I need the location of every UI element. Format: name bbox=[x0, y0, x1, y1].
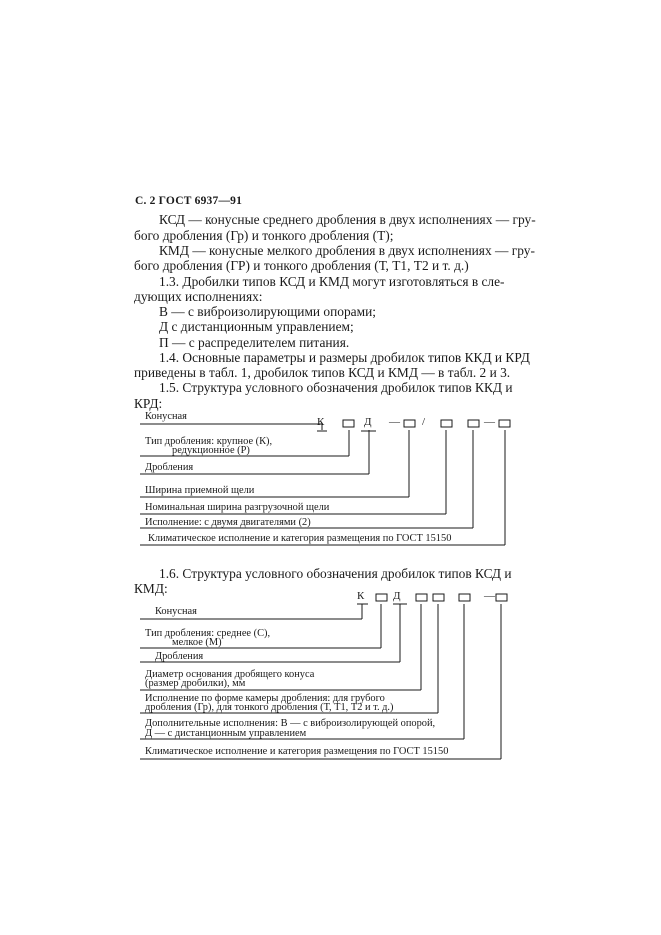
label-klimaticheskoe: Климатическое исполнение и категория размещения по ГОСТ 15150 bbox=[145, 746, 449, 757]
label-konusnaya: Конусная bbox=[155, 606, 197, 617]
paragraph-line: приведены в табл. 1, дробилок типов КСД и КМД — в табл. 2 и 3. bbox=[134, 365, 511, 380]
label-drobleniya: Дробления bbox=[145, 462, 194, 473]
symbol-k: К bbox=[357, 590, 365, 602]
d1-box-1 bbox=[343, 420, 354, 427]
d1-box-4 bbox=[468, 420, 479, 427]
label-drobleniya: Дробления bbox=[155, 651, 204, 662]
label-tip-drobleniya: Тип дробления: крупное (К), bbox=[145, 436, 273, 447]
label-tip-drobleniya-2: мелкое (М) bbox=[172, 637, 222, 648]
label-shirina-priemnoi: Ширина приемной щели bbox=[145, 485, 255, 496]
paragraph-line: дующих исполнениях: bbox=[134, 289, 263, 304]
paragraph-line: Д с дистанционным управлением; bbox=[159, 319, 354, 334]
symbol-dash: — bbox=[484, 590, 495, 602]
symbol-slash: / bbox=[422, 416, 426, 428]
label-nominalnaya-shirina: Номинальная ширина разгрузочной щели bbox=[145, 502, 330, 513]
paragraph-line: П — с распределителем питания. bbox=[159, 335, 350, 350]
paragraph-line: 1.5. Структура условного обозначения дробилок типов ККД и bbox=[159, 380, 513, 395]
label-dopolnitelnye: Дополнительные исполнения: В — с виброизолирующей опорой, bbox=[145, 718, 436, 729]
symbol-k: К bbox=[317, 416, 325, 428]
symbol-d: Д bbox=[393, 590, 401, 602]
label-diametr: Диаметр основания дробящего конуса bbox=[145, 669, 315, 680]
symbol-dash: — bbox=[484, 416, 495, 428]
section16-line: КМД: bbox=[134, 581, 168, 596]
label-ispolnenie-kamery: Исполнение по форме камеры дробления: для грубого bbox=[145, 693, 385, 704]
section16-line: 1.6. Структура условного обозначения дробилок типов КСД и bbox=[159, 566, 512, 581]
label-dopolnitelnye-2: Д — с дистанционным управлением bbox=[145, 728, 307, 739]
d1-box-3 bbox=[441, 420, 452, 427]
label-konusnaya: Конусная bbox=[145, 411, 187, 422]
label-tip-drobleniya: Тип дробления: среднее (С), bbox=[145, 628, 271, 639]
paragraph-line: 1.4. Основные параметры и размеры дробилок типов ККД и КРД bbox=[159, 350, 530, 365]
label-razmer: (размер дробилки), мм bbox=[145, 678, 246, 689]
paragraph-line: бого дробления (ГР) и тонкого дробления (Т, Т1, Т2 и т. д.) bbox=[134, 258, 469, 273]
label-ispolnenie-kamery-2: дробления (Гр), для тонкого дробления (Т, Т1, Т2 и т. д.) bbox=[145, 702, 394, 713]
label-tip-drobleniya-2: редукционное (Р) bbox=[172, 445, 250, 456]
paragraph-line: КРД: bbox=[134, 396, 163, 411]
paragraph-line: В — с виброизолирующими опорами; bbox=[159, 304, 376, 319]
d1-box-5 bbox=[499, 420, 510, 427]
page-header: С. 2 ГОСТ 6937—91 bbox=[135, 195, 243, 207]
d1-box-2 bbox=[404, 420, 415, 427]
symbol-d: Д bbox=[364, 416, 372, 428]
paragraph-line: КСД — конусные среднего дробления в двух исполнениях — гру- bbox=[159, 212, 536, 227]
paragraph-line: бого дробления (Гр) и тонкого дробления (Т); bbox=[134, 228, 394, 243]
symbol-dash: — bbox=[389, 416, 400, 428]
label-klimaticheskoe: Климатическое исполнение и категория размещения по ГОСТ 15150 bbox=[148, 533, 452, 544]
paragraph-line: КМД — конусные мелкого дробления в двух исполнениях — гру- bbox=[159, 243, 535, 258]
label-ispolnenie: Исполнение: с двумя двигателями (2) bbox=[145, 517, 311, 528]
paragraph-line: 1.3. Дробилки типов КСД и КМД могут изготовляться в сле- bbox=[159, 274, 505, 289]
